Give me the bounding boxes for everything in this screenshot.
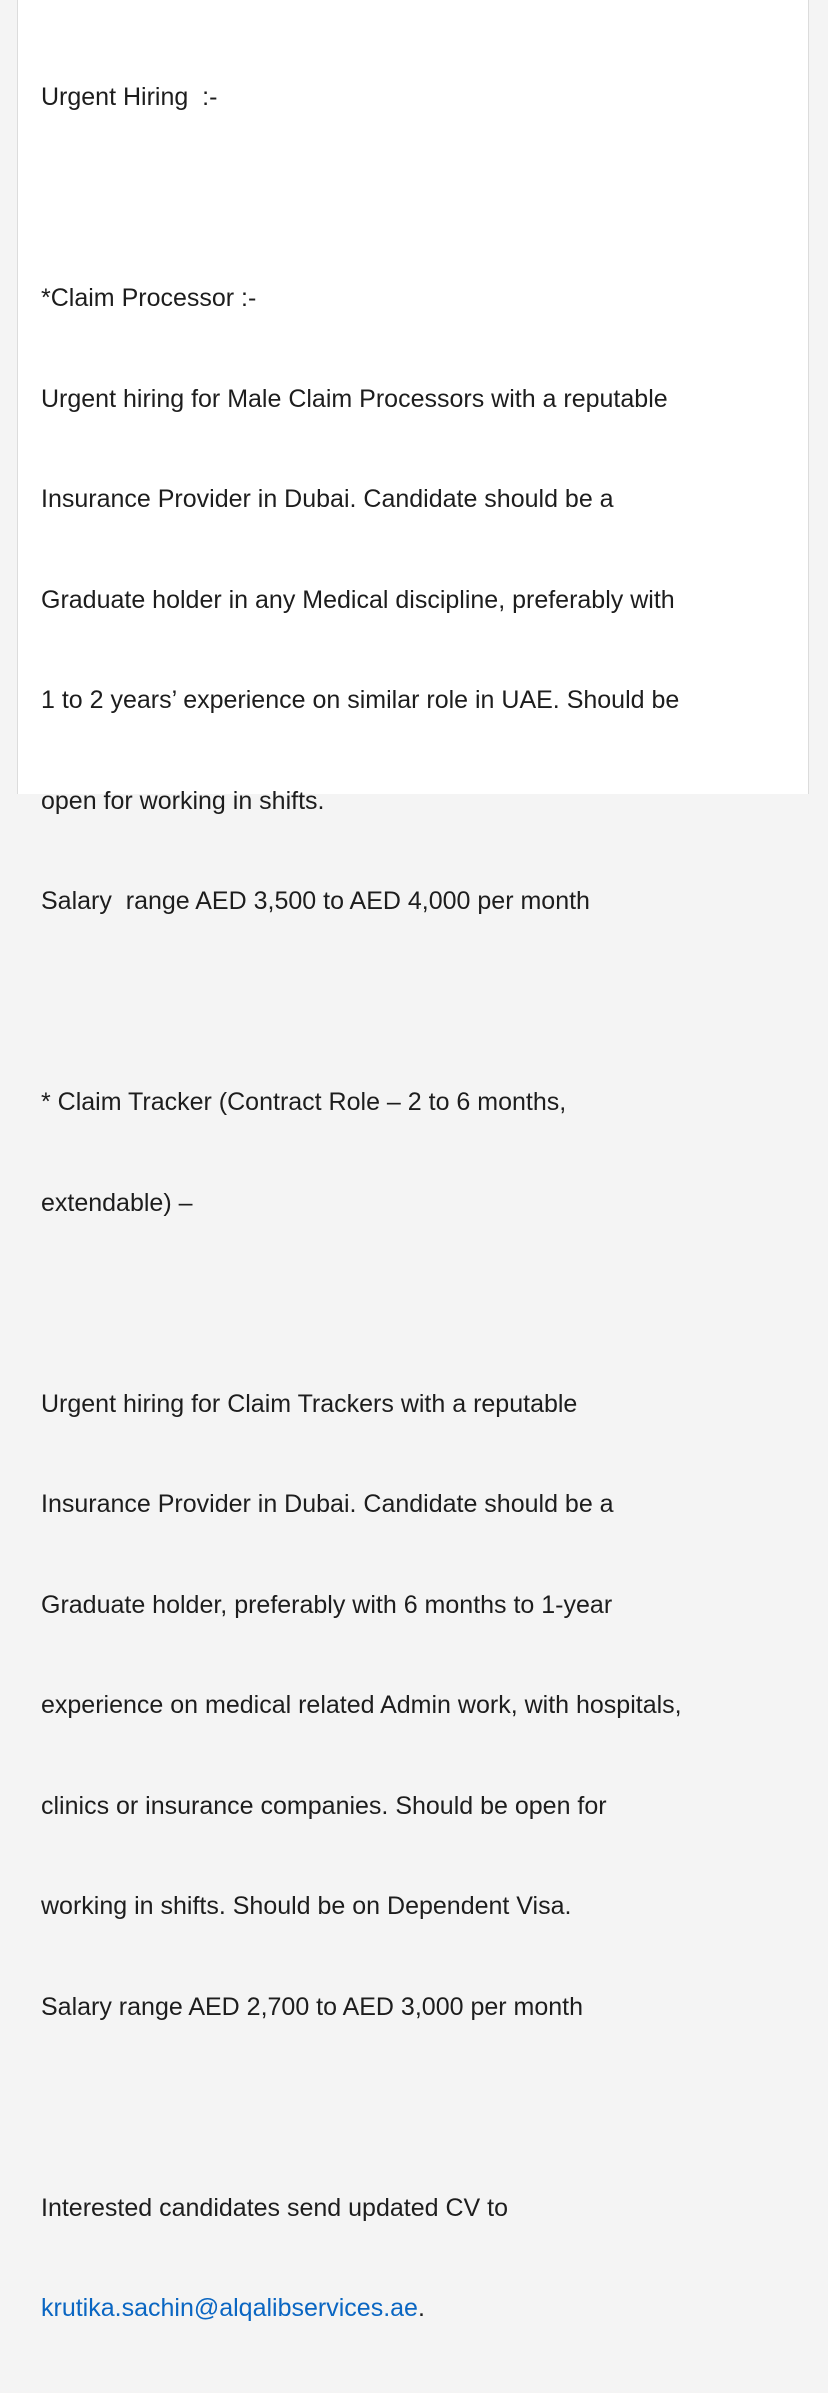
post-card [17, 0, 809, 2322]
salary-line-claim-processor: Salary range AED 3,500 to AED 4,000 per month [41, 887, 590, 915]
text-line: Insurance Provider in Dubai. Candidate should be a [41, 485, 614, 513]
text-line: Insurance Provider in Dubai. Candidate should be a [41, 1490, 614, 1518]
blank-line [41, 986, 803, 1020]
text-line: working in shifts. Should be on Dependent Visa. [41, 1892, 572, 1920]
text-line: extendable) – [41, 1188, 193, 1217]
text-line: Urgent hiring for Male Claim Processors with a reputable [41, 384, 668, 413]
email-line [41, 2292, 803, 2326]
email-link[interactable]: krutika.sachin@alqalibservices.ae [41, 2294, 418, 2322]
text-line: open for working in shifts. [41, 786, 325, 815]
email-suffix: . [417, 2294, 425, 2322]
text-line: experience on medical related Admin work, with hospitals, [41, 1691, 682, 1719]
role-title-claim-tracker: * Claim Tracker (Contract Role – 2 to 6 months, [41, 1088, 567, 1116]
blank-line [41, 1287, 803, 1321]
text-line: Urgent hiring for Claim Trackers with a reputable [41, 1389, 578, 1418]
text-line: 1 to 2 years’ experience on similar role in UAE. Should be [41, 686, 680, 714]
salary-line-claim-tracker: Salary range AED 2,700 to AED 3,000 per month [41, 1992, 584, 2021]
post-body [41, 14, 803, 2393]
post-heading: Urgent Hiring :- [41, 83, 218, 111]
text-line: Graduate holder, preferably with 6 months to 1-year [41, 1590, 613, 1619]
role-title-claim-processor: *Claim Processor :- [41, 284, 257, 312]
text-line: clinics or insurance companies. Should be open for [41, 1791, 607, 1820]
text-line: Graduate holder in any Medical discipline, preferably with [41, 585, 675, 614]
blank-line [41, 2091, 803, 2125]
blank-line [41, 182, 803, 216]
cta-line: Interested candidates send updated CV to [41, 2193, 508, 2222]
